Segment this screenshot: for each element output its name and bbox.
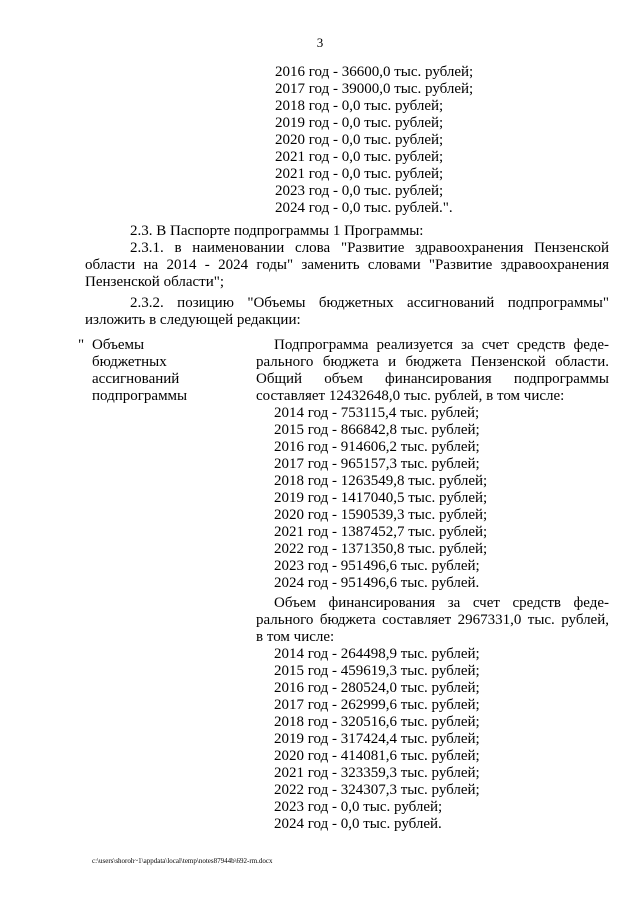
list-item: 2020 год - 1590539,3 тыс. рублей; <box>274 507 488 523</box>
list-item: 2019 год - 317424,4 тыс. рублей; <box>274 731 480 747</box>
cell-line: Общий объем финансирования подпрограммы <box>256 371 609 387</box>
cell-line: в том числе: <box>256 629 335 645</box>
list-item: 2020 год - 414081,6 тыс. рублей; <box>274 748 480 764</box>
page-number: 3 <box>316 35 324 50</box>
list-item: 2018 год - 1263549,8 тыс. рублей; <box>274 473 488 489</box>
paragraph-line: области на 2014 - 2024 годы" заменить словами "Развитие здравоохранения <box>85 257 609 273</box>
list-item: 2023 год - 0,0 тыс. рублей; <box>275 183 444 199</box>
list-item: 2021 год - 323359,3 тыс. рублей; <box>274 765 480 781</box>
list-item: 2020 год - 0,0 тыс. рублей; <box>275 132 444 148</box>
list-item: 2016 год - 280524,0 тыс. рублей; <box>274 680 480 696</box>
list-item: 2016 год - 36600,0 тыс. рублей; <box>275 64 474 80</box>
paragraph-line: 2.3.1. в наименовании слова "Развитие здравоохранения Пензенской <box>130 240 609 256</box>
footer-file-path: c:\users\shoroh~1\appdata\local\temp\notes87944b\692-rm.docx <box>92 857 273 865</box>
list-item: 2021 год - 1387452,7 тыс. рублей; <box>274 524 488 540</box>
paragraph-line: Пензенской области"; <box>85 274 225 290</box>
list-item: 2015 год - 459619,3 тыс. рублей; <box>274 663 480 679</box>
list-item: 2021 год - 0,0 тыс. рублей; <box>275 149 444 165</box>
paragraph-line: 2.3.2. позицию "Объемы бюджетных ассигнований подпрограммы" <box>130 295 609 311</box>
cell-line: Объем финансирования за счет средств феде- <box>274 595 609 611</box>
list-item: 2023 год - 0,0 тыс. рублей; <box>274 799 443 815</box>
cell-line: ассигнований <box>92 371 180 387</box>
list-item: 2019 год - 0,0 тыс. рублей; <box>275 115 444 131</box>
paragraph-line: изложить в следующей редакции: <box>85 312 301 328</box>
list-item: 2017 год - 965157,3 тыс. рублей; <box>274 456 480 472</box>
list-item: 2024 год - 0,0 тыс. рублей. <box>274 816 442 832</box>
list-item: 2021 год - 0,0 тыс. рублей; <box>275 166 444 182</box>
cell-line: бюджетных <box>92 354 167 370</box>
cell-line: составляет 12432648,0 тыс. рублей, в том числе: <box>256 388 565 404</box>
cell-line: рального бюджета и бюджета Пензенской области. <box>256 354 609 370</box>
list-item: 2018 год - 320516,6 тыс. рублей; <box>274 714 480 730</box>
list-item: 2015 год - 866842,8 тыс. рублей; <box>274 422 480 438</box>
list-item: 2022 год - 1371350,8 тыс. рублей; <box>274 541 488 557</box>
list-item: 2024 год - 951496,6 тыс. рублей. <box>274 575 480 591</box>
list-item: 2022 год - 324307,3 тыс. рублей; <box>274 782 480 798</box>
cell-line: подпрограммы <box>92 388 188 404</box>
item-2-3: 2.3. В Паспорте подпрограммы 1 Программы: <box>130 223 424 239</box>
list-item: 2014 год - 753115,4 тыс. рублей; <box>274 405 480 421</box>
cell-line: Объемы <box>92 337 145 353</box>
list-item: 2018 год - 0,0 тыс. рублей; <box>275 98 444 114</box>
list-item: 2016 год - 914606,2 тыс. рублей; <box>274 439 480 455</box>
list-item: 2023 год - 951496,6 тыс. рублей; <box>274 558 480 574</box>
list-item: 2017 год - 39000,0 тыс. рублей; <box>275 81 474 97</box>
open-quote: " <box>78 337 85 353</box>
list-item: 2019 год - 1417040,5 тыс. рублей; <box>274 490 488 506</box>
list-item: 2014 год - 264498,9 тыс. рублей; <box>274 646 480 662</box>
list-item: 2024 год - 0,0 тыс. рублей.". <box>275 200 453 216</box>
list-item: 2017 год - 262999,6 тыс. рублей; <box>274 697 480 713</box>
cell-line: Подпрограмма реализуется за счет средств феде- <box>274 337 609 353</box>
cell-line: рального бюджета составляет 2967331,0 тыс. рублей, <box>256 612 609 628</box>
